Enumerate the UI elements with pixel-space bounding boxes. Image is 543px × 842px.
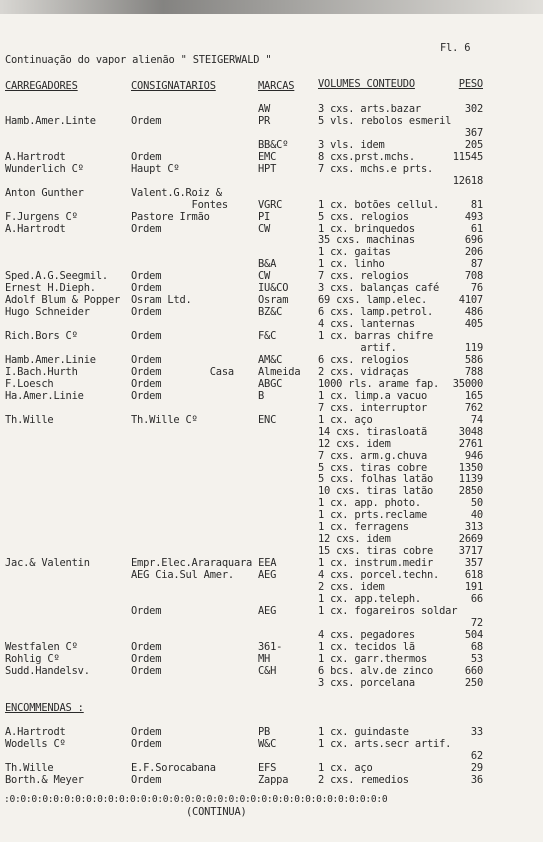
- row-volume-content: 1 cx. garr.thermos: [318, 652, 428, 665]
- row-volume-content: 7 cxs. interruptor: [318, 401, 428, 414]
- row-weight: 81: [470, 198, 483, 211]
- row-mark: AEG: [258, 604, 277, 617]
- row-consignee: Ordem: [131, 726, 162, 738]
- row-mark: W&C: [258, 737, 277, 750]
- row-volume-content: 1 cx. tecidos lã: [318, 640, 415, 653]
- row-shipper: A.Hartrodt: [5, 222, 66, 235]
- row-weight: 1139: [458, 473, 483, 486]
- row-shipper: A.Hartrodt: [5, 726, 66, 738]
- row-weight: 405: [464, 318, 483, 331]
- row-volume-content: 1 cx. linho: [318, 258, 385, 271]
- row-volume-content: 6 bcs. alv.de zinco: [318, 664, 434, 677]
- row-weight: 696: [464, 234, 483, 247]
- row-consignee: Ordem: [131, 270, 162, 283]
- row-mark: B&A: [258, 258, 277, 271]
- row-consignee: Ordem: [131, 114, 162, 127]
- row-volume-content: 1 cx. app.teleph.: [318, 592, 421, 605]
- row-weight: 493: [464, 210, 483, 223]
- row-mark: CW: [258, 270, 271, 283]
- row-weight: 62: [470, 749, 483, 762]
- row-consignee: Ordem: [131, 737, 162, 750]
- row-consignee: Valent.G.Roiz &: [131, 186, 222, 199]
- row-volume-content: 7 cxs. mchs.e prts.: [318, 162, 434, 175]
- row-volume-content: 10 cxs. tiras latão: [318, 485, 434, 498]
- row-weight: 3048: [458, 425, 483, 438]
- row-weight: 302: [464, 103, 483, 115]
- row-volume-content: 12 cxs. idem: [318, 533, 391, 546]
- row-shipper: Wunderlich Cº: [5, 162, 84, 175]
- separator-line: :0:0:0:0:0:0:0:0:0:0:0:0:0:0:0:0:0:0:0:0:0:0:0:0:0:0:0:0:0:0:0:0:0:0:0: [4, 794, 388, 805]
- row-mark: AEG: [258, 569, 277, 582]
- row-mark: BZ&C: [258, 306, 283, 319]
- row-volume-content: 1 cx. gaitas: [318, 246, 391, 259]
- row-weight: 357: [464, 557, 483, 570]
- row-weight: 53: [470, 652, 483, 665]
- row-weight: 504: [464, 628, 483, 641]
- row-shipper: Hamb.Amer.Linie: [5, 353, 96, 366]
- scan-smudge: [0, 0, 543, 14]
- row-volume-content: 1 cx. arts.secr artif.: [318, 737, 452, 750]
- row-mark: B: [258, 389, 265, 402]
- row-volume-content: 14 cxs. tirasloatã: [318, 425, 428, 438]
- row-shipper: Wodells Cº: [5, 737, 66, 750]
- row-volume-content: 4 cxs. lanternas: [318, 318, 415, 331]
- row-consignee: E.F.Sorocabana: [131, 761, 216, 774]
- row-consignee: Ordem: [131, 664, 162, 677]
- row-weight: 3717: [458, 545, 483, 558]
- row-mark: EMC: [258, 150, 277, 163]
- row-volume-content: 6 cxs. lamp.petrol.: [318, 306, 434, 319]
- row-weight: 87: [470, 258, 483, 271]
- row-weight: 12618: [452, 174, 483, 187]
- row-weight: 486: [464, 306, 483, 319]
- row-volume-content: 1 cx. limp.a vacuo: [318, 389, 428, 402]
- row-volume-content: 1 cx. botões cellul.: [318, 198, 440, 211]
- row-shipper: Ha.Amer.Linie: [5, 389, 84, 402]
- row-consignee: Haupt Cº: [131, 162, 180, 175]
- row-volume-content: 1 cx. prts.reclame: [318, 509, 428, 522]
- row-volume-content: 69 cxs. lamp.elec.: [318, 294, 428, 307]
- row-volume-content: 1 cx. guindaste: [318, 726, 409, 738]
- row-shipper: Borth.& Meyer: [5, 773, 84, 786]
- row-shipper: Sped.A.G.Seegmil.: [5, 270, 108, 283]
- row-shipper: Rich.Bors Cº: [5, 330, 78, 343]
- row-mark: CW: [258, 222, 271, 235]
- row-weight: 1350: [458, 461, 483, 474]
- row-volume-content: 2 cxs. vidraças: [318, 365, 409, 378]
- row-weight: 313: [464, 521, 483, 534]
- row-volume-content: 1 cx. instrum.medir: [318, 557, 434, 570]
- row-volume-content: 5 cxs. tiras cobre: [318, 461, 428, 474]
- row-volume-content: 5 cxs. relogios: [318, 210, 409, 223]
- row-shipper: A.Hartrodt: [5, 150, 66, 163]
- row-consignee: Th.Wille Cº: [131, 413, 198, 426]
- row-weight: 205: [464, 138, 483, 151]
- row-shipper: I.Bach.Hurth: [5, 365, 78, 378]
- row-mark: C&H: [258, 664, 277, 677]
- row-volume-content: 7 cxs. relogios: [318, 270, 409, 283]
- row-volume-content: 1000 rls. arame fap.: [318, 377, 440, 390]
- row-consignee: Ordem: [131, 773, 162, 786]
- row-shipper: Hamb.Amer.Linte: [5, 114, 96, 127]
- row-mark: VGRC: [258, 198, 283, 211]
- row-volume-content: 3 cxs. arts.bazar: [318, 103, 421, 115]
- row-weight: 40: [470, 509, 483, 522]
- row-shipper: Adolf Blum & Popper: [5, 294, 121, 307]
- row-consignee: AEG Cia.Sul Amer.: [131, 569, 234, 582]
- row-mark: 361-: [258, 640, 283, 653]
- row-weight: 206: [464, 246, 483, 259]
- row-weight: 165: [464, 389, 483, 402]
- row-consignee: Ordem: [131, 222, 162, 235]
- row-volume-content: 1 cx. barras chifre: [318, 330, 434, 343]
- row-mark: AM&C: [258, 353, 283, 366]
- row-weight: 68: [470, 640, 483, 653]
- row-volume-content: 15 cxs. tiras cobre: [318, 545, 434, 558]
- row-mark: PB: [258, 726, 271, 738]
- header-consignee: CONSIGNATARIOS: [131, 80, 216, 92]
- orders-heading: ENCOMMENDAS :: [5, 702, 84, 714]
- row-mark: Osram: [258, 294, 289, 307]
- row-mark: PI: [258, 210, 271, 223]
- row-consignee: Ordem: [131, 604, 162, 617]
- header-volumes: VOLUMES CONTEUDO: [318, 78, 415, 90]
- row-weight: 72: [470, 616, 483, 629]
- header-shipper: CARREGADORES: [5, 80, 78, 92]
- row-weight: 33: [470, 726, 483, 738]
- row-weight: 762: [464, 401, 483, 414]
- row-consignee: Ordem: [131, 389, 162, 402]
- footer-continua: (CONTINUA): [186, 806, 247, 818]
- row-volume-content: 12 cxs. idem: [318, 437, 391, 450]
- row-weight: 618: [464, 569, 483, 582]
- row-weight: 708: [464, 270, 483, 283]
- row-volume-content: 3 cxs. balanças café: [318, 282, 440, 295]
- row-consignee: Osram Ltd.: [131, 294, 192, 307]
- row-weight: 50: [470, 497, 483, 510]
- row-shipper: Hugo Schneider: [5, 306, 90, 319]
- row-shipper: Sudd.Handelsv.: [5, 664, 90, 677]
- row-weight: 660: [464, 664, 483, 677]
- row-volume-content: 3 cxs. porcelana: [318, 676, 415, 689]
- row-weight: 66: [470, 592, 483, 605]
- row-consignee: Ordem: [131, 377, 162, 390]
- row-weight: 2669: [458, 533, 483, 546]
- row-volume-content: 4 cxs. porcel.techn.: [318, 569, 440, 582]
- page-number: Fl. 6: [440, 42, 471, 54]
- header-marks: MARCAS: [258, 80, 295, 92]
- row-consignee: Ordem Casa: [131, 365, 234, 378]
- row-volume-content: 1 cx. ferragens: [318, 521, 409, 534]
- row-weight: 11545: [452, 150, 483, 163]
- row-weight: 35000: [452, 377, 483, 390]
- row-consignee: Ordem: [131, 330, 162, 343]
- row-mark: ENC: [258, 413, 277, 426]
- row-consignee: Empr.Elec.Araraquara EEA: [131, 557, 277, 570]
- row-volume-content: 1 cx. aço: [318, 761, 373, 774]
- row-consignee: Ordem: [131, 652, 162, 665]
- row-volume-content: 1 cx. app. photo.: [318, 497, 421, 510]
- row-mark: AW: [258, 103, 271, 115]
- row-shipper: Jac.& Valentin: [5, 557, 90, 570]
- row-shipper: Anton Gunther: [5, 186, 84, 199]
- row-weight: 191: [464, 581, 483, 593]
- row-volume-content: 7 cxs. arm.g.chuva: [318, 449, 428, 462]
- row-mark: HPT: [258, 162, 277, 175]
- row-consignee: Fontes: [131, 198, 228, 211]
- row-volume-content: 5 cxs. folhas latão: [318, 473, 434, 486]
- row-weight: 586: [464, 353, 483, 366]
- row-weight: 788: [464, 365, 483, 378]
- row-shipper: Rohlig Cº: [5, 652, 60, 665]
- row-mark: BB&Cº: [258, 138, 289, 151]
- row-shipper: F.Jurgens Cº: [5, 210, 78, 223]
- row-weight: 29: [470, 761, 483, 774]
- row-weight: 2850: [458, 485, 483, 498]
- row-volume-content: 2 cxs. remedios: [318, 773, 409, 786]
- row-volume-content: 4 cxs. pegadores: [318, 628, 415, 641]
- row-volume-content: artif.: [318, 342, 397, 354]
- row-volume-content: 1 cx. fogareiros soldar: [318, 604, 458, 617]
- row-consignee: Ordem: [131, 306, 162, 319]
- row-mark: ABGC: [258, 377, 283, 390]
- row-weight: 74: [470, 413, 483, 426]
- row-volume-content: 1 cx. brinquedos: [318, 222, 415, 235]
- row-weight: 2761: [458, 437, 483, 450]
- row-volume-content: 5 vls. rebolos esmeril: [318, 114, 452, 127]
- row-volume-content: 6 cxs. relogios: [318, 353, 409, 366]
- row-mark: MH: [258, 652, 271, 665]
- row-weight: 946: [464, 449, 483, 462]
- row-weight: 119: [464, 342, 483, 354]
- row-mark: Almeida: [258, 365, 301, 378]
- row-weight: 367: [464, 126, 483, 139]
- row-shipper: Westfalen Cº: [5, 640, 78, 653]
- row-weight: 76: [470, 282, 483, 295]
- row-volume-content: 35 cxs. machinas: [318, 234, 415, 247]
- row-shipper: Th.Wille: [5, 761, 54, 774]
- row-weight: 250: [464, 676, 483, 689]
- row-consignee: Pastore Irmão: [131, 210, 210, 223]
- row-consignee: Ordem: [131, 150, 162, 163]
- row-shipper: Ernest H.Dieph.: [5, 282, 96, 295]
- row-shipper: F.Loesch: [5, 377, 54, 390]
- row-weight: 36: [470, 773, 483, 786]
- row-shipper: Th.Wille: [5, 413, 54, 426]
- row-volume-content: 1 cx. aço: [318, 413, 373, 426]
- row-mark: Zappa: [258, 773, 289, 786]
- continuation-title: Continuação do vapor alienão " STEIGERWALD ": [5, 54, 272, 66]
- row-volume-content: 3 vls. idem: [318, 138, 385, 151]
- row-mark: PR: [258, 114, 271, 127]
- row-volume-content: 2 cxs. idem: [318, 581, 385, 593]
- row-mark: IU&CO: [258, 282, 289, 295]
- row-weight: 4107: [458, 294, 483, 307]
- row-mark: F&C: [258, 330, 277, 343]
- header-weight: PESO: [458, 78, 483, 90]
- row-volume-content: 8 cxs.prst.mchs.: [318, 150, 415, 163]
- row-consignee: Ordem: [131, 640, 162, 653]
- row-weight: 61: [470, 222, 483, 235]
- row-mark: EFS: [258, 761, 277, 774]
- row-consignee: Ordem: [131, 353, 162, 366]
- row-consignee: Ordem: [131, 282, 162, 295]
